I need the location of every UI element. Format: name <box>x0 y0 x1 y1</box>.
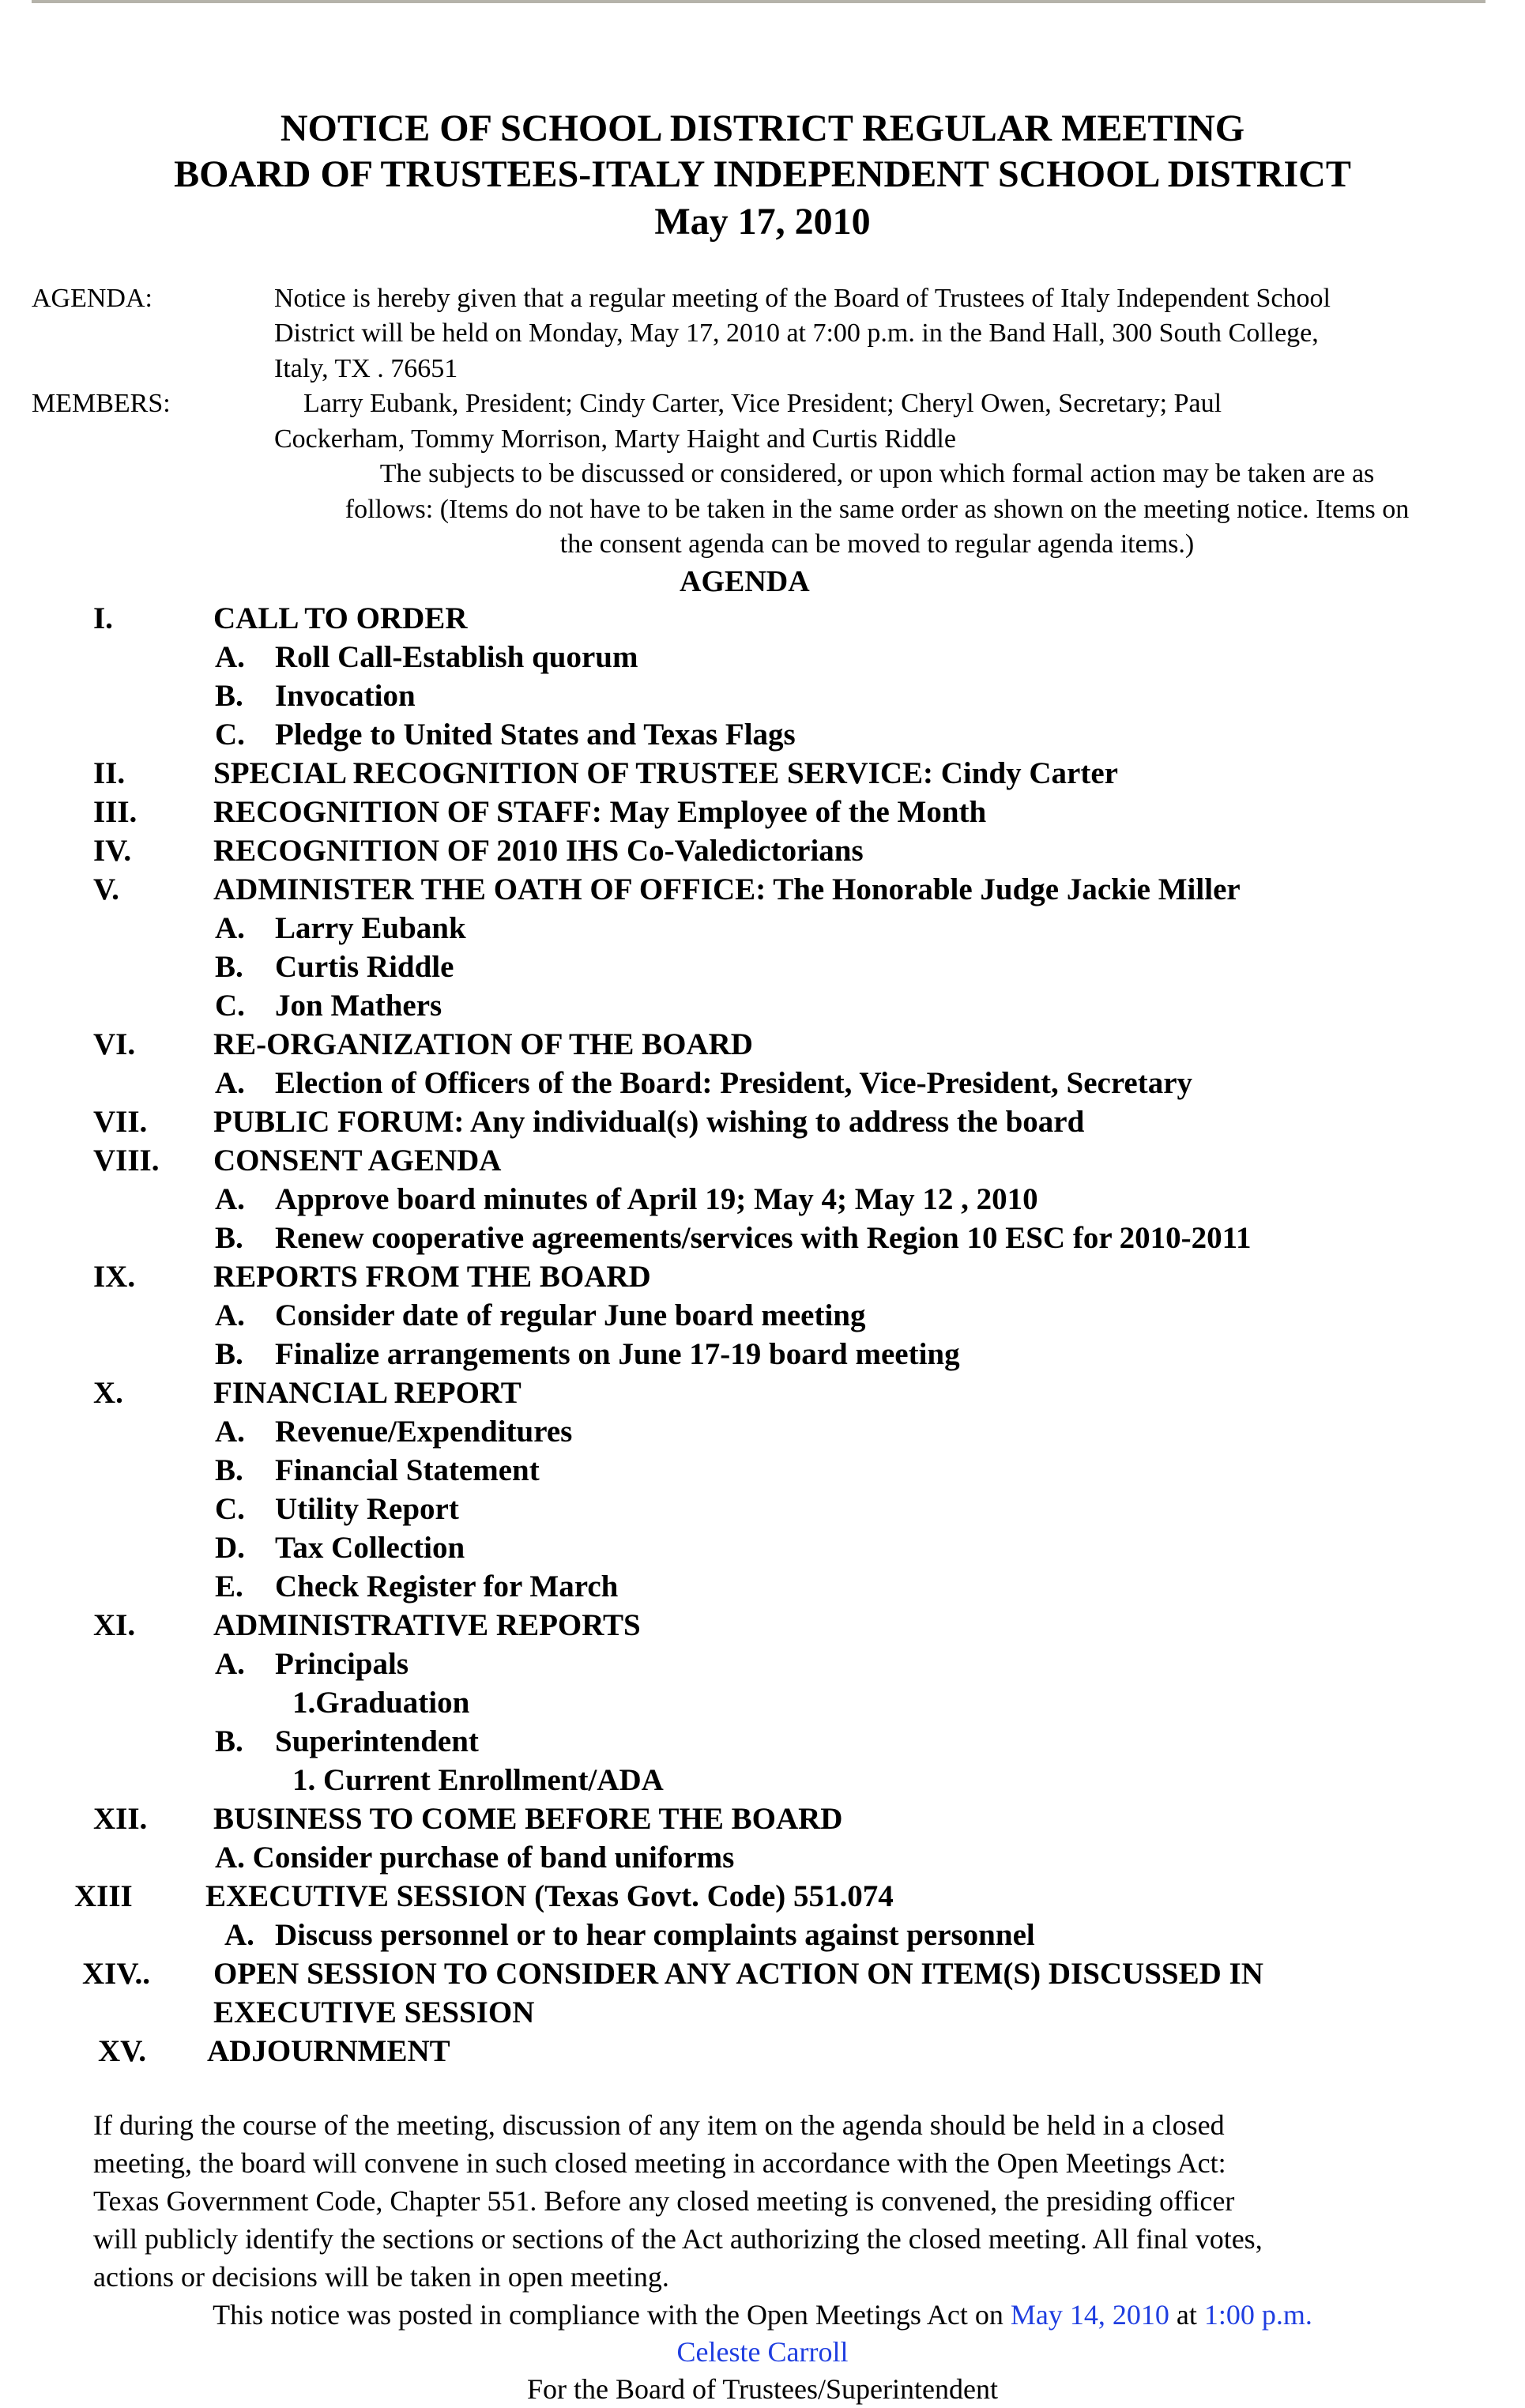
subitem-letter: E. <box>215 1570 243 1603</box>
subitem-letter: C. <box>215 1492 245 1526</box>
item-title: RECOGNITION OF STAFF: May Employee of the Month <box>213 795 987 829</box>
subitem-text: A. Consider purchase of band uniforms <box>215 1841 735 1875</box>
item-title: PUBLIC FORUM: Any individual(s) wishing to address the board <box>213 1105 1085 1139</box>
subitem-text: Discuss personnel or to hear complaints against personnel <box>275 1918 1035 1952</box>
posting-time: 1:00 p.m. <box>1203 2299 1312 2331</box>
subitem-letter: A. <box>215 1647 245 1681</box>
subitem-letter: A. <box>215 1066 245 1100</box>
subitem-text: Jon Mathers <box>275 989 442 1023</box>
item-number: III. <box>93 795 137 829</box>
subjects-line-1: The subjects to be discussed or considered, or upon which formal action may be taken are as <box>379 459 1375 488</box>
subsubitem-text: 1. Current Enrollment/ADA <box>292 1763 664 1797</box>
item-title: REPORTS FROM THE BOARD <box>213 1260 651 1294</box>
item-number: VI. <box>93 1027 136 1061</box>
subitem-text: Approve board minutes of April 19; May 4; May 12 , 2010 <box>275 1182 1038 1216</box>
subitem-letter: D. <box>215 1531 245 1565</box>
subitem-text: Superintendent <box>275 1724 479 1758</box>
closing-line-2: meeting, the board will convene in such closed meeting in accordance with the Open Meetings Act: <box>93 2147 1226 2179</box>
subitem-letter: B. <box>215 1221 243 1255</box>
subitem-text: Utility Report <box>275 1492 459 1526</box>
agenda-label: AGENDA: <box>32 284 152 313</box>
posting-prefix: This notice was posted in compliance with the Open Meetings Act on <box>213 2299 1011 2331</box>
subitem-letter: A. <box>224 1918 254 1952</box>
subitem-text: Financial Statement <box>275 1453 540 1487</box>
subitem-text: Finalize arrangements on June 17-19 board meeting <box>275 1337 960 1371</box>
subitem-letter: A. <box>215 640 245 674</box>
subitem-letter: B. <box>215 950 243 984</box>
subitem-letter: A. <box>215 1182 245 1216</box>
item-number: VII. <box>93 1105 148 1139</box>
closing-line-3: Texas Government Code, Chapter 551. Before any closed meeting is convened, the presiding officer <box>93 2185 1235 2217</box>
item-number: II. <box>93 756 126 790</box>
agenda-heading: AGENDA <box>680 565 810 598</box>
subitem-letter: B. <box>215 1724 243 1758</box>
item-number: XII. <box>93 1802 148 1836</box>
subitem-letter: A. <box>215 1415 245 1449</box>
members-label: MEMBERS: <box>32 389 171 418</box>
closing-line-1: If during the course of the meeting, discussion of any item on the agenda should be held in a closed <box>93 2109 1225 2141</box>
item-number: XIII <box>74 1879 133 1913</box>
notice-title: NOTICE OF SCHOOL DISTRICT REGULAR MEETING <box>280 107 1245 149</box>
item-title: BUSINESS TO COME BEFORE THE BOARD <box>213 1802 843 1836</box>
board-title: BOARD OF TRUSTEES-ITALY INDEPENDENT SCHOOL DISTRICT <box>174 153 1351 195</box>
subitem-text: Renew cooperative agreements/services with Region 10 ESC for 2010-2011 <box>275 1221 1252 1255</box>
subitem-letter: C. <box>215 989 245 1023</box>
item-number: X. <box>93 1376 123 1410</box>
subjects-line-2: follows: (Items do not have to be taken in the same order as shown on the meeting notice. Items on <box>345 495 1410 524</box>
item-number: XV. <box>98 2034 147 2068</box>
subitem-text: Revenue/Expenditures <box>275 1415 573 1449</box>
item-title: ADMINISTER THE OATH OF OFFICE: The Honorable Judge Jackie Miller <box>213 872 1241 906</box>
posting-notice <box>0 2296 1525 2334</box>
members-line-1: Larry Eubank, President; Cindy Carter, Vice President; Cheryl Owen, Secretary; Paul <box>303 389 1222 418</box>
item-title: FINANCIAL REPORT <box>213 1376 522 1410</box>
subitem-text: Election of Officers of the Board: President, Vice-President, Secretary <box>275 1066 1193 1100</box>
signer-title: For the Board of Trustees/Superintendent <box>527 2373 998 2405</box>
top-rule <box>32 0 1485 3</box>
agenda-notice-line-3: Italy, TX . 76651 <box>274 354 458 383</box>
posting-date: May 14, 2010 <box>1010 2299 1169 2331</box>
item-title-continued: EXECUTIVE SESSION <box>213 1995 535 2029</box>
subitem-letter: C. <box>215 718 245 752</box>
item-title: EXECUTIVE SESSION (Texas Govt. Code) 551.074 <box>205 1879 894 1913</box>
subitem-letter: A. <box>215 1298 245 1332</box>
item-number: VIII. <box>93 1144 160 1178</box>
subitem-text: Consider date of regular June board meeting <box>275 1298 866 1332</box>
item-title: RECOGNITION OF 2010 IHS Co-Valedictorians <box>213 834 864 868</box>
subitem-text: Pledge to United States and Texas Flags <box>275 718 796 752</box>
subitem-text: Larry Eubank <box>275 911 466 945</box>
posting-at: at <box>1169 2299 1204 2331</box>
item-number: I. <box>93 601 113 635</box>
subjects-line-3: the consent agenda can be moved to regular agenda items.) <box>559 529 1195 559</box>
item-number: V. <box>93 872 119 906</box>
subitem-text: Tax Collection <box>275 1531 465 1565</box>
signer-name: Celeste Carroll <box>676 2336 849 2368</box>
item-title: CONSENT AGENDA <box>213 1144 502 1178</box>
item-title: ADJOURNMENT <box>207 2034 450 2068</box>
closing-line-4: will publicly identify the sections or sections of the Act authorizing the closed meeting. All final votes, <box>93 2223 1263 2255</box>
item-title: RE-ORGANIZATION OF THE BOARD <box>213 1027 753 1061</box>
item-number: IV. <box>93 834 132 868</box>
item-number: XI. <box>93 1608 136 1642</box>
subitem-text: Principals <box>275 1647 409 1681</box>
subitem-text: Roll Call-Establish quorum <box>275 640 638 674</box>
members-line-2: Cockerham, Tommy Morrison, Marty Haight and Curtis Riddle <box>274 424 956 454</box>
agenda-notice-line-2: District will be held on Monday, May 17, 2010 at 7:00 p.m. in the Band Hall, 300 South College, <box>274 318 1319 348</box>
subitem-text: Invocation <box>275 679 416 713</box>
subitem-text: Check Register for March <box>275 1570 619 1603</box>
agenda-notice-line-1: Notice is hereby given that a regular meeting of the Board of Trustees of Italy Independent School <box>274 284 1331 313</box>
item-title: CALL TO ORDER <box>213 601 468 635</box>
item-title: SPECIAL RECOGNITION OF TRUSTEE SERVICE: Cindy Carter <box>213 756 1118 790</box>
subitem-text: Curtis Riddle <box>275 950 454 984</box>
item-title: OPEN SESSION TO CONSIDER ANY ACTION ON ITEM(S) DISCUSSED IN <box>213 1957 1263 1991</box>
subsubitem-text: 1.Graduation <box>292 1686 470 1720</box>
item-title: ADMINISTRATIVE REPORTS <box>213 1608 641 1642</box>
meeting-date: May 17, 2010 <box>654 201 871 243</box>
item-number: IX. <box>93 1260 136 1294</box>
subitem-letter: B. <box>215 1337 243 1371</box>
closing-line-5: actions or decisions will be taken in open meeting. <box>93 2261 669 2293</box>
subitem-letter: B. <box>215 1453 243 1487</box>
item-number: XIV.. <box>82 1957 150 1991</box>
subitem-letter: A. <box>215 911 245 945</box>
subitem-letter: B. <box>215 679 243 713</box>
